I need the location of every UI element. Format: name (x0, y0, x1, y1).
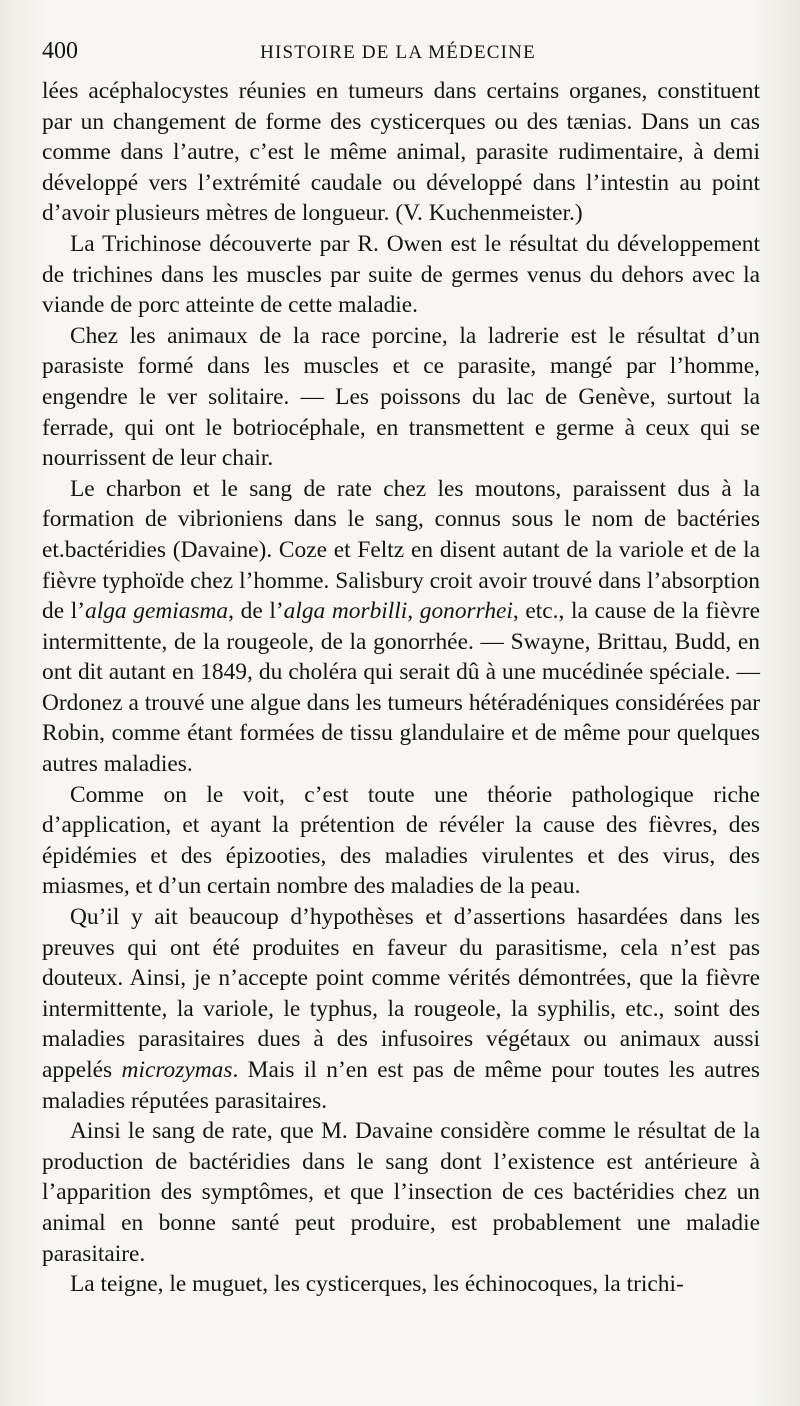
italic-term: alga gemiasma (85, 598, 229, 625)
text-run: lées acéphalocystes réunies en tumeurs dans certains organes, constituent par un changement de forme des cysticerques ou des tænias. Dans un cas comme dans l’autre, c’est le même animal, parasite rudimentaire, à demi développé vers l’extrémité caudale ou développé dans l’intestin au point d’avoir plusieurs mètres de longueur. (V. Kuchenmeister.) (42, 78, 760, 227)
page-number: 400 (42, 38, 78, 64)
text-run: Ainsi le sang de rate, que M. Davaine considère comme le résultat de la production de bactéridies dans le sang dont l’existence est antérieure à l’apparition des symptômes, et que l’insection de ces bactéridies chez un animal en bonne santé peut produire, est probablement une maladie parasitaire. (42, 1118, 760, 1267)
paragraph (42, 902, 760, 1116)
text-run: . Mais il n’en est pas de même pour toutes les autres maladies réputées parasitaires. (42, 1057, 760, 1114)
body-text (42, 76, 760, 1300)
paragraph (42, 474, 760, 780)
paragraph (42, 76, 760, 229)
paragraph (42, 1116, 760, 1269)
text-run: Chez les animaux de la race porcine, la ladrerie est le résultat d’un parasiste formé dans les muscles et ce parasite, mangé par l’homme, engendre le ver solitaire. — Les poissons du lac de Genève, surtout la ferrade, qui ont le botriocéphale, en transmettent e germe à ceux qui se nourrissent de leur chair. (42, 322, 760, 472)
text-run: Comme on le voit, c’est toute une théorie pathologique riche d’application, et ayant la prétention de révéler la cause des fièvres, des épidémies et des épizooties, des maladies virulentes et des virus, des miasmes, et d’un certain nombre des maladies de la peau. (42, 781, 760, 900)
paragraph (42, 321, 760, 474)
italic-term: alga morbilli, gonorrhei (283, 598, 513, 625)
text-run: , de l’ (228, 598, 284, 625)
text-run: Le charbon et le sang de rate chez les moutons, paraissent dus à la formation de vibrioniens dans le sang, connus sous le nom de bactéries et.bactéridies (Davaine). Coze et Feltz en disent autant de la variole et de la fièvre typhoïde chez l’homme. Salisbury croit avoir trouvé dans l’absorption de l’ (42, 475, 760, 625)
running-title: HISTOIRE DE LA MÉDECINE (260, 42, 536, 63)
text-run: Qu’il y ait beaucoup d’hypothèses et d’assertions hasardées dans les preuves qui ont été produites en faveur du parasitisme, cela n’est pas douteux. Ainsi, je n’accepte point comme vérités démontrées, que la fièvre intermittente, la variole, le typhus, la rougeole, la syphilis, etc., soint des maladies parasitaires dues à des infusoires végétaux ou animaux aussi appelés (42, 904, 760, 1083)
paragraph (42, 1269, 760, 1300)
paragraph (42, 229, 760, 321)
text-run: La teigne, le muguet, les cysticerques, les échinocoques, la trichi- (70, 1271, 684, 1298)
text-run: La Trichinose découverte par R. Owen est le résultat du développement de trichines dans les muscles par suite de germes venus du dehors avec la viande de porc atteinte de cette maladie. (42, 230, 760, 319)
italic-term: microzymas (121, 1057, 233, 1083)
page-header (42, 38, 754, 68)
text-run: , etc., la cause de la fièvre intermittente, de la rougeole, de la gonorrhée. — Swayne, Brittau, Budd, en ont dit autant en 1849, du choléra qui serait dû à une mucédinée spéciale. — Ordonez a trouvé une algue dans les tumeurs hétéradéniques considérées par Robin, comme étant formées de tissu glandulaire et de même pour quelques autres maladies. (42, 598, 760, 778)
paragraph (42, 780, 760, 902)
